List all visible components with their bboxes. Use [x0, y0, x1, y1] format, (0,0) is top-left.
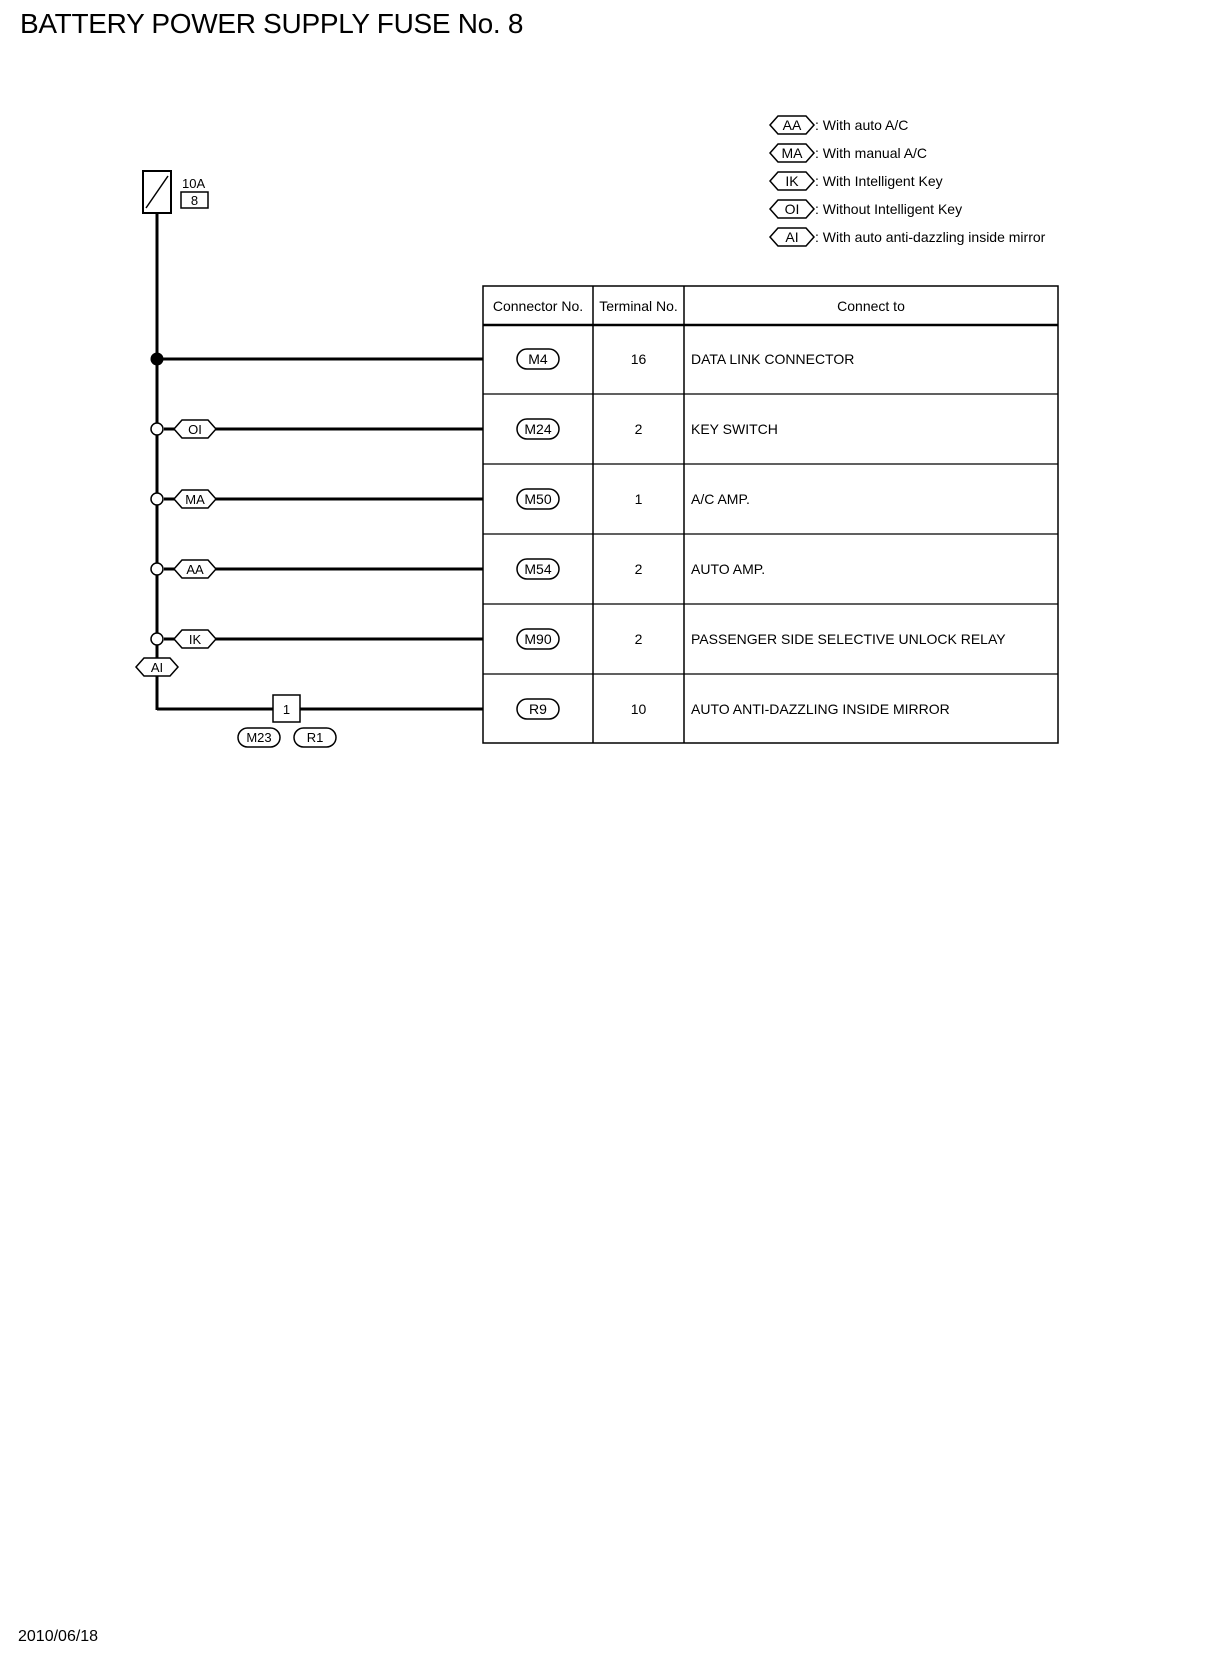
table-row [517, 699, 950, 719]
table-header-cell: Terminal No. [599, 298, 678, 314]
legend-code: AI [785, 229, 799, 245]
connector-table [483, 286, 1058, 743]
table-row [517, 489, 750, 509]
connector-no: M90 [524, 631, 552, 647]
junction-terminal: 1 [282, 702, 291, 717]
connect-to: AUTO ANTI-DAZZLING INSIDE MIRROR [691, 701, 950, 717]
legend-desc: : With auto A/C [815, 117, 909, 133]
terminal-no: 16 [630, 351, 647, 367]
legend-item [770, 228, 1046, 246]
legend-code: MA [781, 145, 803, 161]
optional-splice [151, 563, 163, 575]
connector-no: M4 [528, 351, 548, 367]
legend-desc: : With auto anti-dazzling inside mirror [815, 229, 1046, 245]
optional-splice [151, 633, 163, 645]
condition-code: AI [150, 660, 164, 675]
terminal-no: 1 [634, 491, 643, 507]
legend-item [770, 200, 962, 218]
condition-code: AA [186, 562, 204, 577]
footer-date: 2010/06/18 [18, 1628, 99, 1645]
legend-code: IK [785, 173, 799, 189]
legend-code: AA [782, 117, 802, 133]
connect-to: AUTO AMP. [691, 561, 766, 577]
connect-to: KEY SWITCH [691, 421, 778, 437]
condition-code: IK [188, 632, 202, 647]
branch-ik [151, 630, 483, 648]
optional-splice [151, 493, 163, 505]
fuse-rating: 10A [182, 176, 206, 191]
connect-to: A/C AMP. [691, 491, 750, 507]
junction-connector-label: R1 [306, 730, 324, 745]
table-row [517, 629, 1006, 649]
connector-no: M24 [524, 421, 552, 437]
terminal-no: 2 [634, 561, 643, 577]
bus-condition-ai [136, 658, 178, 676]
legend-code: OI [784, 201, 800, 217]
table-header-cell: Connect to [837, 298, 905, 314]
connector-no: M54 [524, 561, 552, 577]
connector-no: M50 [524, 491, 552, 507]
branch-ma [151, 490, 483, 508]
legend-item [770, 116, 908, 134]
legend-item [770, 144, 927, 162]
terminal-no: 10 [630, 701, 647, 717]
connect-to: DATA LINK CONNECTOR [691, 351, 855, 367]
terminal-no: 2 [634, 421, 643, 437]
terminal-no: 2 [634, 631, 643, 647]
table-row [517, 559, 765, 579]
connect-to: PASSENGER SIDE SELECTIVE UNLOCK RELAY [691, 631, 1006, 647]
junction-connector [238, 695, 336, 747]
page-title: BATTERY POWER SUPPLY FUSE No. 8 [20, 8, 524, 39]
legend-item [770, 172, 943, 190]
table-header-cell: Connector No. [492, 298, 584, 314]
table-row [517, 349, 854, 369]
table-row [517, 419, 778, 439]
legend-desc: : Without Intelligent Key [815, 201, 963, 217]
condition-code: OI [188, 422, 202, 437]
fuse-number: 8 [190, 193, 199, 208]
legend-desc: : With Intelligent Key [815, 173, 943, 189]
condition-code: MA [185, 492, 205, 507]
legend-desc: : With manual A/C [815, 145, 928, 161]
fuse-symbol [143, 171, 208, 213]
branch-aa [151, 560, 483, 578]
legend [770, 116, 1046, 246]
branch-oi [151, 420, 483, 438]
optional-splice [151, 423, 163, 435]
junction-connector-label: M23 [246, 730, 272, 745]
connector-no: R9 [529, 701, 547, 717]
